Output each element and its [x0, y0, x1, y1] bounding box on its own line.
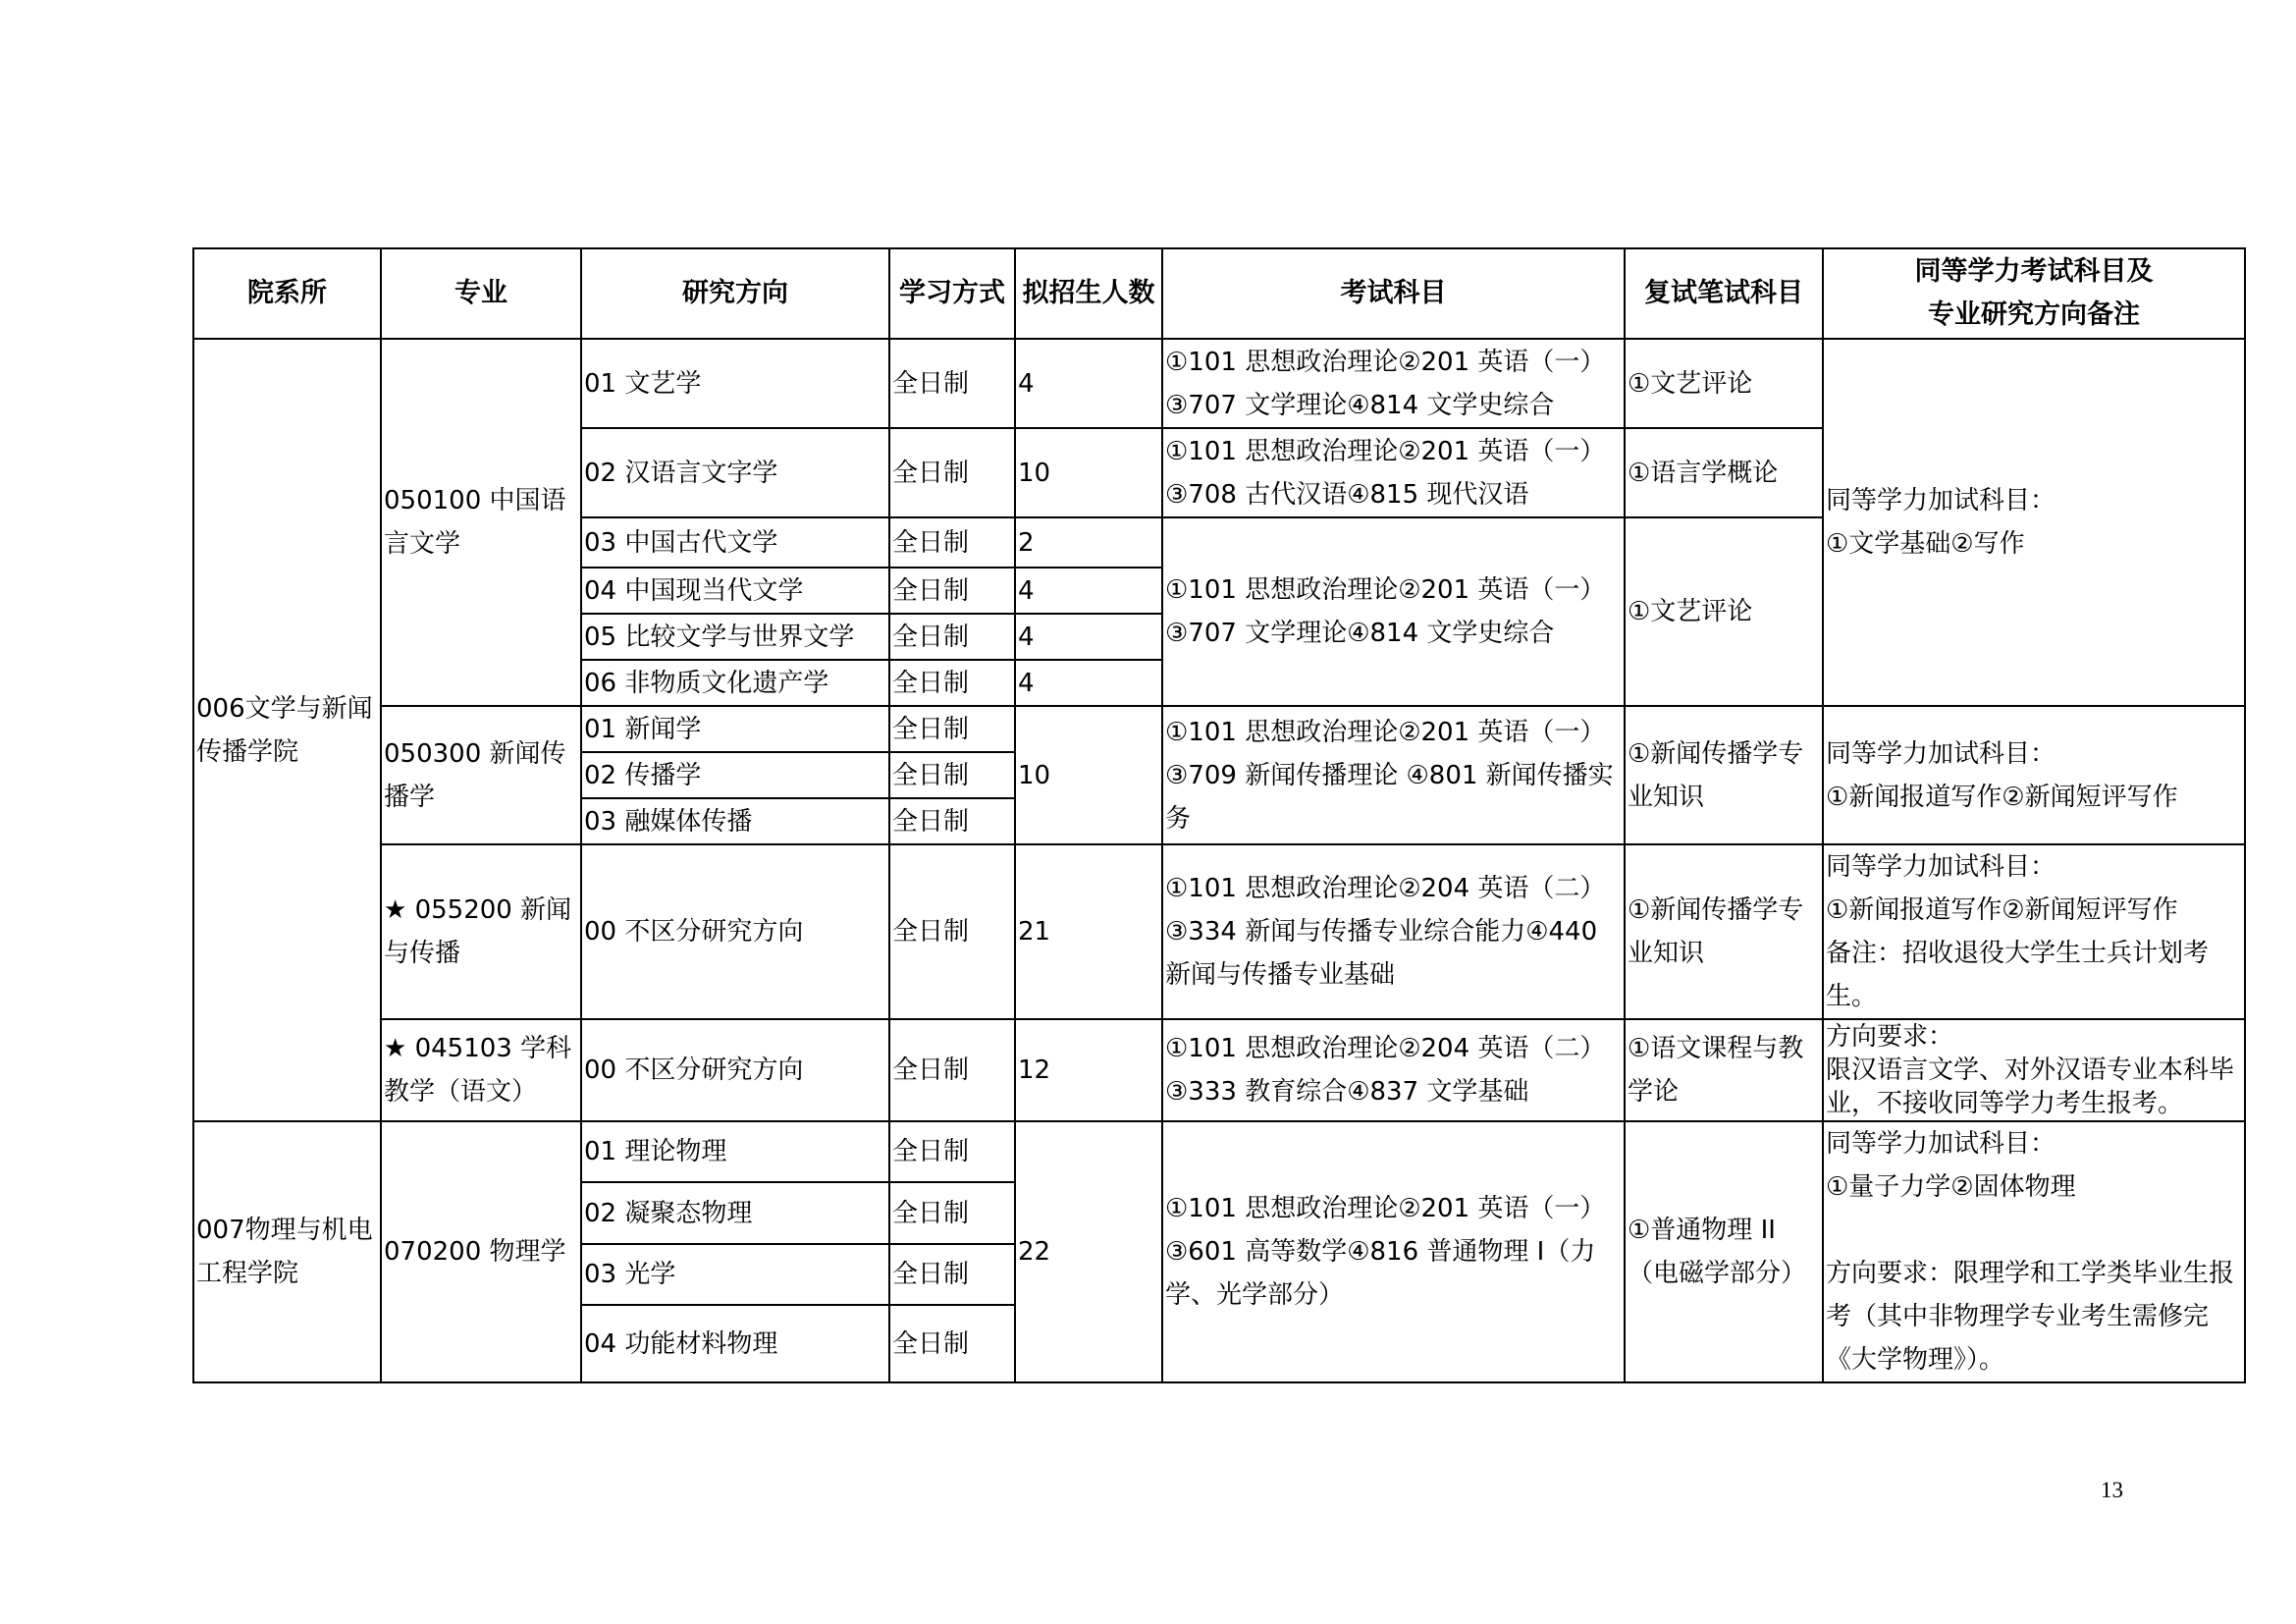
retest-cell: ①语言学概论	[1625, 428, 1823, 517]
retest-cell: ①语文课程与教学论	[1625, 1019, 1823, 1121]
header-dept: 院系所	[193, 248, 381, 339]
notes-line: 同等学力加试科目：	[1826, 852, 2056, 882]
quota-cell: 10	[1015, 428, 1162, 517]
direction-cell: 03 融媒体传播	[581, 798, 889, 844]
notes-cell	[1823, 844, 2245, 1019]
direction-cell: 01 理论物理	[581, 1121, 889, 1182]
header-direction: 研究方向	[581, 248, 889, 339]
mode-cell: 全日制	[889, 660, 1015, 706]
table-row	[193, 844, 2245, 1019]
direction-cell: 05 比较文学与世界文学	[581, 614, 889, 660]
retest-cell: ①新闻传播学专业知识	[1625, 844, 1823, 1019]
direction-cell: 06 非物质文化遗产学	[581, 660, 889, 706]
notes-cell	[1823, 339, 2245, 706]
direction-cell: 01 文艺学	[581, 339, 889, 428]
dept-cell: 006文学与新闻传播学院	[193, 339, 381, 1121]
notes-cell	[1823, 706, 2245, 844]
quota-cell: 4	[1015, 660, 1162, 706]
notes-line: ①新闻报道写作②新闻短评写作	[1826, 895, 2178, 925]
mode-cell: 全日制	[889, 706, 1015, 752]
direction-cell: 00 不区分研究方向	[581, 1019, 889, 1121]
exam-cell: ①101 思想政治理论②204 英语（二）③334 新闻与传播专业综合能力④440 新闻与传播专业基础	[1162, 844, 1625, 1019]
notes-cell	[1823, 1121, 2245, 1382]
quota-cell: 12	[1015, 1019, 1162, 1121]
table-row	[193, 1121, 2245, 1182]
quota-cell: 4	[1015, 339, 1162, 428]
mode-cell: 全日制	[889, 1121, 1015, 1182]
mode-cell: 全日制	[889, 1019, 1015, 1121]
table-row	[193, 1019, 2245, 1121]
mode-cell: 全日制	[889, 428, 1015, 517]
quota-cell: 2	[1015, 517, 1162, 568]
notes-cell	[1823, 1019, 2245, 1121]
mode-cell: 全日制	[889, 517, 1015, 568]
quota-cell: 21	[1015, 844, 1162, 1019]
direction-cell: 03 光学	[581, 1244, 889, 1305]
direction-cell: 03 中国古代文学	[581, 517, 889, 568]
major-cell: 050100 中国语言文学	[381, 339, 581, 706]
major-cell: 050300 新闻传播学	[381, 706, 581, 844]
direction-cell: 01 新闻学	[581, 706, 889, 752]
mode-cell: 全日制	[889, 798, 1015, 844]
major-cell: ★ 045103 学科教学（语文）	[381, 1019, 581, 1121]
mode-cell: 全日制	[889, 1305, 1015, 1382]
mode-cell: 全日制	[889, 1182, 1015, 1243]
retest-cell: ①普通物理 II（电磁学部分）	[1625, 1121, 1823, 1382]
notes-line: ①文学基础②写作	[1826, 529, 2025, 559]
page-number: 13	[2101, 1478, 2123, 1502]
exam-cell: ①101 思想政治理论②201 英语（一）③707 文学理论④814 文学史综合	[1162, 517, 1625, 706]
dept-cell: 007物理与机电工程学院	[193, 1121, 381, 1382]
mode-cell: 全日制	[889, 1244, 1015, 1305]
table-row	[193, 706, 2245, 752]
mode-cell: 全日制	[889, 339, 1015, 428]
enrollment-table	[192, 247, 2246, 1383]
mode-cell: 全日制	[889, 844, 1015, 1019]
direction-cell: 02 凝聚态物理	[581, 1182, 889, 1243]
header-notes	[1823, 248, 2245, 339]
header-notes-line2: 专业研究方向备注	[1928, 299, 2140, 330]
retest-cell: ①文艺评论	[1625, 517, 1823, 706]
exam-cell: ①101 思想政治理论②204 英语（二）③333 教育综合④837 文学基础	[1162, 1019, 1625, 1121]
direction-cell: 02 传播学	[581, 752, 889, 798]
mode-cell: 全日制	[889, 614, 1015, 660]
header-retest: 复试笔试科目	[1625, 248, 1823, 339]
notes-line: 限汉语言文学、对外汉语专业本科毕业，不接收同等学力考生报考。	[1826, 1056, 2235, 1118]
notes-line: 方向要求：限理学和工学类毕业生报考（其中非物理学专业考生需修完《大学物理》）。	[1826, 1259, 2235, 1375]
table-row	[193, 339, 2245, 428]
major-cell: 070200 物理学	[381, 1121, 581, 1382]
exam-cell: ①101 思想政治理论②201 英语（一）③707 文学理论④814 文学史综合	[1162, 339, 1625, 428]
exam-cell: ①101 思想政治理论②201 英语（一）③709 新闻传播理论 ④801 新闻传播实务	[1162, 706, 1625, 844]
major-cell: ★ 055200 新闻与传播	[381, 844, 581, 1019]
notes-line: 同等学力加试科目：	[1826, 738, 2056, 769]
direction-cell: 02 汉语言文字学	[581, 428, 889, 517]
retest-cell: ①新闻传播学专业知识	[1625, 706, 1823, 844]
direction-cell: 04 功能材料物理	[581, 1305, 889, 1382]
quota-cell: 4	[1015, 568, 1162, 614]
notes-line: 备注：招收退役大学生士兵计划考生。	[1826, 939, 2210, 1011]
notes-line: ①量子力学②固体物理	[1826, 1172, 2076, 1202]
notes-line: 同等学力加试科目：	[1826, 1129, 2056, 1159]
quota-cell: 22	[1015, 1121, 1162, 1382]
header-major: 专业	[381, 248, 581, 339]
notes-line: 方向要求：	[1826, 1022, 1954, 1052]
header-exam: 考试科目	[1162, 248, 1625, 339]
notes-line: ①新闻报道写作②新闻短评写作	[1826, 782, 2178, 812]
exam-cell: ①101 思想政治理论②201 英语（一）③601 高等数学④816 普通物理 I（力学、光学部分）	[1162, 1121, 1625, 1382]
mode-cell: 全日制	[889, 752, 1015, 798]
quota-cell: 10	[1015, 706, 1162, 844]
mode-cell: 全日制	[889, 568, 1015, 614]
quota-cell: 4	[1015, 614, 1162, 660]
notes-line: 同等学力加试科目：	[1826, 486, 2056, 515]
exam-cell: ①101 思想政治理论②201 英语（一）③708 古代汉语④815 现代汉语	[1162, 428, 1625, 517]
direction-cell: 04 中国现当代文学	[581, 568, 889, 614]
header-quota: 拟招生人数	[1015, 248, 1162, 339]
header-notes-line1: 同等学力考试科目及	[1914, 256, 2154, 287]
header-mode: 学习方式	[889, 248, 1015, 339]
header-row	[193, 248, 2245, 339]
retest-cell: ①文艺评论	[1625, 339, 1823, 428]
direction-cell: 00 不区分研究方向	[581, 844, 889, 1019]
